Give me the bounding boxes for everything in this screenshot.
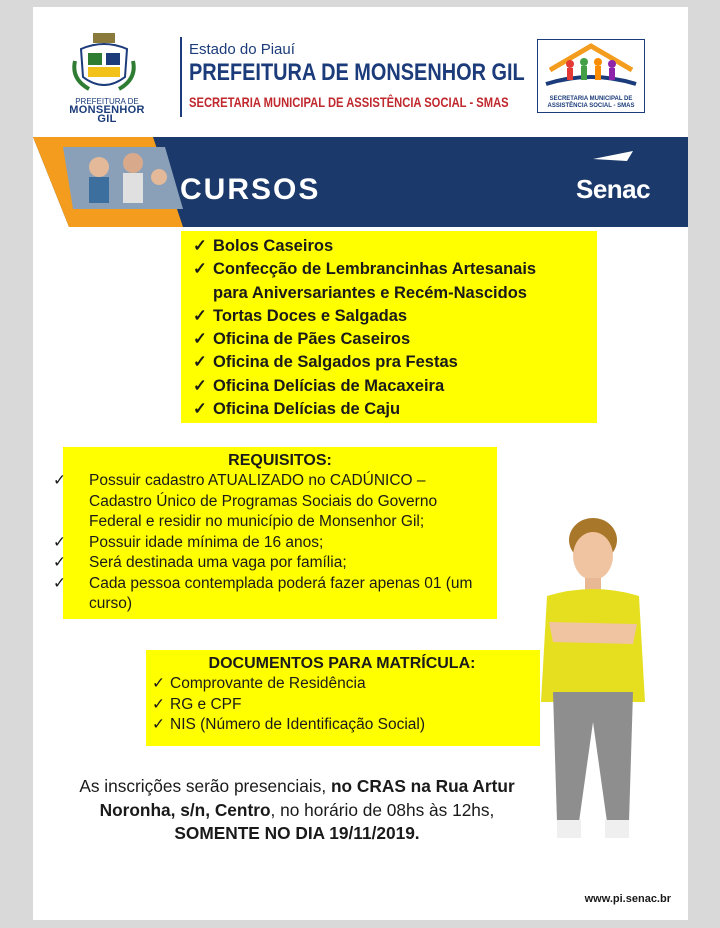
secretariat-title: SECRETARIA MUNICIPAL DE ASSISTÊNCIA SOCIAL - SMAS <box>189 94 509 110</box>
list-item: ✓ Possuir idade mínima de 16 anos; <box>71 533 489 554</box>
header-divider <box>180 37 182 117</box>
check-icon: ✓ <box>53 554 66 571</box>
list-item: ✓ Oficina de Pães Caseiros <box>193 328 597 351</box>
enrollment-info: As inscrições serão presenciais, no CRAS na Rua Artur Noronha, s/n, Centro, no horário de 08hs às 12hs, SOMENTE NO DIA 19/11/2019. <box>79 776 515 843</box>
municipal-crest-logo <box>71 31 137 95</box>
crest-caption-bottom: MONSENHOR GIL <box>69 104 145 125</box>
list-item-continuation: para Aniversariantes e Recém-Nascidos <box>213 283 527 302</box>
check-icon: ✓ <box>53 472 66 489</box>
check-icon: ✓ <box>193 330 207 349</box>
smas-logo-graphic <box>538 40 644 96</box>
check-icon: ✓ <box>152 716 165 733</box>
crest-caption-top: PREFEITURA DE <box>75 97 139 106</box>
prefecture-title: PREFEITURA DE MONSENHOR GIL <box>189 59 525 86</box>
requirements-title: REQUISITOS: <box>228 452 332 469</box>
check-icon: ✓ <box>193 400 207 419</box>
check-icon: ✓ <box>193 260 207 279</box>
banner-title: CURSOS <box>180 173 321 206</box>
state-name: Estado do Piauí <box>189 41 295 58</box>
list-item: ✓ Oficina de Salgados pra Festas <box>193 351 597 374</box>
requirements-box <box>53 447 497 619</box>
check-icon: ✓ <box>53 574 66 592</box>
check-icon: ✓ <box>152 695 165 713</box>
senac-logo: Senac <box>576 174 651 204</box>
website-url: www.pi.senac.br <box>584 893 671 905</box>
courses-list <box>181 231 597 423</box>
list-item: ✓ NIS (Número de Identificação Social) <box>152 715 532 736</box>
smiling-student-photo <box>533 512 653 848</box>
crest-caption <box>67 97 147 124</box>
check-icon: ✓ <box>193 353 207 372</box>
list-item: ✓ Será destinada uma vaga por família; <box>71 553 489 574</box>
list-item: ✓ RG e CPF <box>152 695 532 716</box>
flyer-page <box>33 7 688 920</box>
documents-title: DOCUMENTOS PARA MATRÍCULA: <box>208 655 476 672</box>
list-item: ✓ Comprovante de Residência <box>152 674 532 695</box>
smas-logo <box>537 39 645 113</box>
list-item: ✓ Cada pessoa contemplada poderá fazer apenas 01 (um curso) <box>53 574 473 612</box>
list-item: ✓ Possuir cadastro ATUALIZADO no CADÚNICO – Cadastro Único de Programas Sociais do Governo Federal e residir no município de Monsenhor Gil; <box>53 472 438 530</box>
list-item: ✓ Oficina Delícias de Macaxeira <box>193 375 597 398</box>
check-icon: ✓ <box>193 237 207 255</box>
documents-box <box>146 650 540 746</box>
list-item: ✓ Confecção de Lembrancinhas Artesanais <box>193 258 597 281</box>
check-icon: ✓ <box>152 675 165 692</box>
list-item: ✓ Oficina Delícias de Caju <box>193 398 597 421</box>
list-item: ✓ Tortas Doces e Salgadas <box>193 305 597 328</box>
check-icon: ✓ <box>53 533 66 551</box>
list-item: ✓ Bolos Caseiros <box>193 235 597 258</box>
smas-logo-caption: SECRETARIA MUNICIPAL DE ASSISTÊNCIA SOCIAL - SMAS <box>547 96 635 109</box>
check-icon: ✓ <box>193 376 207 395</box>
check-icon: ✓ <box>193 306 207 325</box>
